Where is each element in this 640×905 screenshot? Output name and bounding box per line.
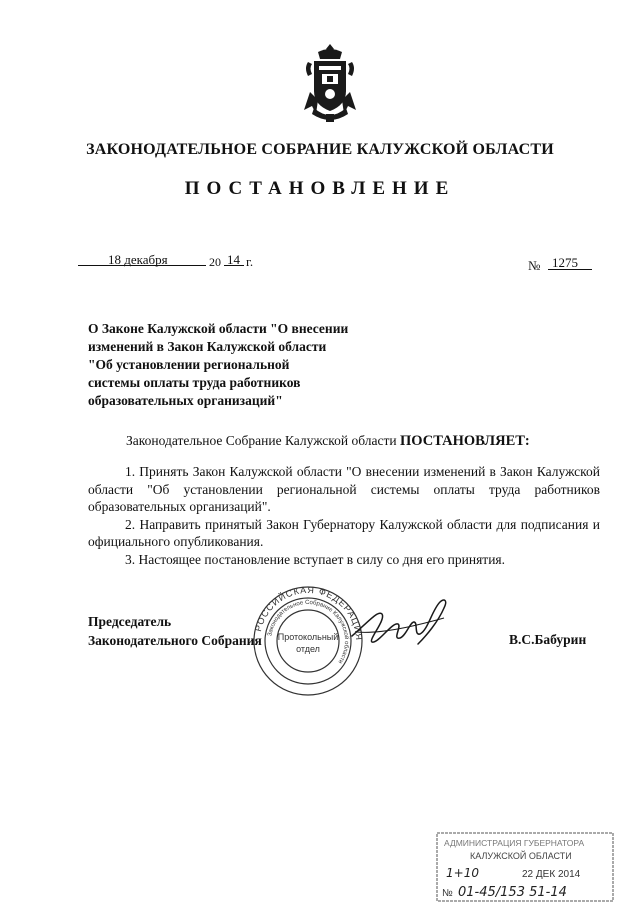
seal-center-line1: Протокольный [277, 632, 339, 642]
stamp-sheets: 1+10 [446, 866, 479, 880]
document-number: 1275 [552, 255, 578, 270]
resolution-item: 2. Направить принятый Закон Губернатору Калужской области для подписания и официального опубликования. [88, 516, 600, 549]
number-sign: № [528, 258, 541, 273]
organization-name: ЗАКОНОДАТЕЛЬНОЕ СОБРАНИЕ КАЛУЖСКОЙ ОБЛАСТИ [86, 141, 554, 158]
resolution-item: 1. Принять Закон Калужской области "О внесении изменений в Закон Калужской области "Об установлении региональной системы оплаты труда работников образовательных организаций". [88, 464, 600, 514]
signatory-title [88, 612, 262, 650]
date-year-abbr: г. [246, 254, 254, 269]
signatory-name: В.С.Бабурин [509, 632, 587, 647]
stamp-number-prefix: № [442, 888, 453, 899]
subject-line: "Об установлении региональной [88, 357, 290, 372]
date-line [78, 253, 278, 271]
date-day-month: 18 декабря [108, 252, 168, 267]
seal-outer-text: РОССИЙСКАЯ ФЕДЕРАЦИЯ [252, 585, 364, 642]
stamp-date: 22 ДЕК 2014 [522, 869, 581, 880]
date-year: 14 [227, 252, 240, 267]
stamp-line1: АДМИНИСТРАЦИЯ ГУБЕРНАТОРА [444, 838, 585, 848]
document-type: ПОСТАНОВЛЕНИЕ [184, 178, 456, 199]
signatory-title-line: Председатель [88, 614, 172, 629]
signatory-title-line: Законодательного Собрания [88, 633, 262, 648]
preamble [126, 433, 530, 450]
registration-stamp [436, 832, 614, 902]
subject-line: системы оплаты труда работников [88, 375, 301, 390]
coat-of-arms-icon [300, 42, 360, 124]
stamp-number: 01-45/153 51-14 [458, 885, 567, 900]
resolution-items [88, 463, 600, 568]
seal-center-line2: отдел [296, 644, 320, 654]
preamble-text: Законодательное Собрание Калужской области [126, 433, 400, 448]
subject-line: изменений в Закон Калужской области [88, 339, 327, 354]
subject-line: образовательных организаций" [88, 393, 283, 408]
resolution-item: 3. Настоящее постановление вступает в силу со дня его принятия. [125, 551, 506, 567]
subject-line: О Законе Калужской области "О внесении [88, 321, 349, 336]
document-subject [88, 320, 388, 410]
stamp-line2: КАЛУЖСКОЙ ОБЛАСТИ [470, 851, 572, 861]
handwritten-signature [348, 592, 458, 652]
date-century: 20 [209, 255, 221, 269]
document-number-line [528, 257, 598, 275]
seal-middle-text: Законодательное Собрание Калужской области [267, 599, 350, 665]
preamble-decree: ПОСТАНОВЛЯЕТ: [400, 433, 530, 449]
